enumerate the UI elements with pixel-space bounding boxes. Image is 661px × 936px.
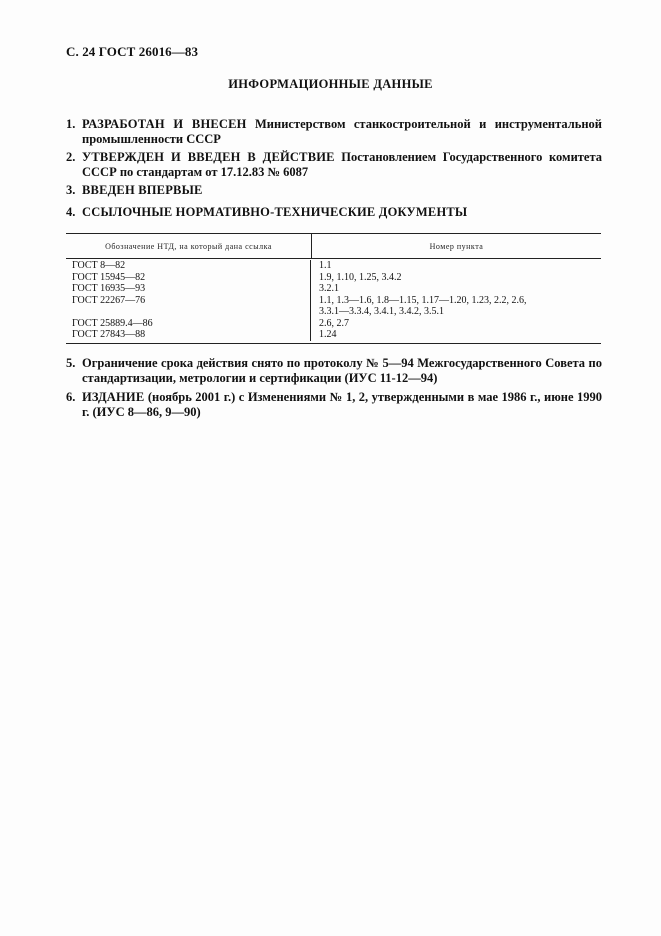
item-number: 5. [66,356,76,370]
item-number: 3. [66,183,76,197]
item-4 [66,205,602,220]
table-cell-doc: ГОСТ 22267—76 [72,294,146,306]
header-doc: Обозначение НТД, на который дана ссылка [66,234,312,258]
table-cell-doc: ГОСТ 27843—88 [72,329,146,340]
table-cell-points: 1.24 [319,329,337,340]
item-6 [66,390,602,420]
table-body [66,259,601,343]
table-cell-points: 1.9, 1.10, 1.25, 3.4.2 [319,271,402,283]
table-cell-doc: ГОСТ 25889.4—86 [72,317,153,329]
item-text: Министерством станкостроительной и инструментальной промышленности СССР [82,117,603,146]
table-cell-points: 1.1, 1.3—1.6, 1.8—1.15, 1.17—1.20, 1.23, 2.2, 2.6, 3.3.1—3.3.4, 3.4.1, 3.4.2, 3.5.1 [319,294,527,317]
item-number: 1. [66,117,76,131]
item-text: (ноябрь 2001 г.) с Изменениями № 1, 2, утвержденными в мае 1986 г., июне 1990 г. (ИУС 8—86, 9—90) [82,390,602,419]
table-cell-points: 2.6, 2.7 [319,317,349,329]
item-text: Постановлением Государственного комитета СССР по стандартам от 17.12.83 № 6087 [82,150,603,179]
item-2 [66,150,602,180]
item-5 [66,356,602,386]
references-table [66,233,601,344]
item-lead: ВВЕДЕН ВПЕРВЫЕ [82,183,203,197]
item-number: 4. [66,205,76,219]
table-header [66,234,601,259]
table-cell-points: 1.1 [319,260,332,271]
item-number: 2. [66,150,76,164]
table-cell-doc: ГОСТ 8—82 [72,260,126,271]
table-cell-doc: ГОСТ 15945—82 [72,271,146,283]
section-title: ИНФОРМАЦИОННЫЕ ДАННЫЕ [228,77,433,91]
item-text: Ограничение срока действия снято по протоколу № 5—94 Межгосударственного Совета по стандартизации, метрологии и сертификации (ИУС 11-12—94) [82,356,602,385]
item-lead: УТВЕРЖДЕН И ВВЕДЕН В ДЕЙСТВИЕ [82,150,335,164]
header-points: Номер пункта [429,241,484,251]
points-column [311,260,601,341]
item-lead: ССЫЛОЧНЫЕ НОРМАТИВНО-ТЕХНИЧЕСКИЕ ДОКУМЕНТЫ [82,205,468,219]
item-lead: РАЗРАБОТАН И ВНЕСЕН [82,117,247,131]
table-cell-points: 3.2.1 [319,283,339,294]
item-number: 6. [66,390,76,404]
item-1 [66,117,602,147]
doc-column [66,260,311,341]
item-lead: ИЗДАНИЕ [82,390,145,404]
item-3 [66,183,602,198]
page-header: С. 24 ГОСТ 26016—83 [66,44,199,59]
table-cell-doc: ГОСТ 16935—93 [72,283,146,294]
